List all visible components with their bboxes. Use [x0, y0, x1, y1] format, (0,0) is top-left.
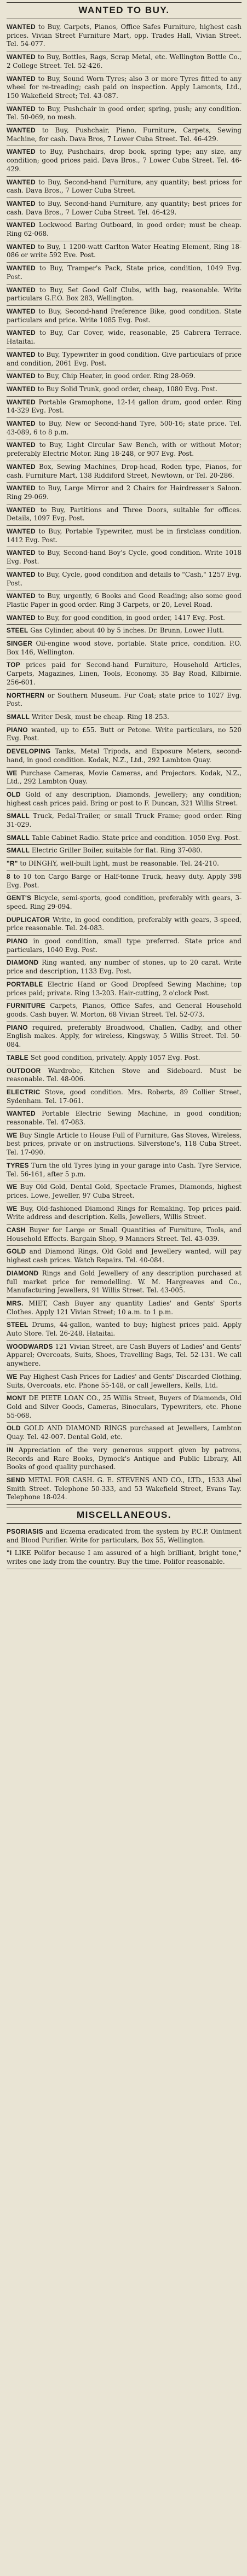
ad-lead-word: DEVELOPING: [7, 747, 51, 756]
ad-body-text: to Buy, 1 1200-watt Carlton Water Heating Element, Ring 18-086 or write 592 Eve. Post.: [7, 242, 242, 259]
ad-body-text: to Buy, Pushchair, Piano, Furniture, Carpets, Sewing Machine, for cash. Dava Bros, 7 Lower Cuba Street. Tel. 46-429.: [7, 126, 242, 143]
classified-ad: [7, 1393, 242, 1423]
classified-ad: [7, 1130, 242, 1160]
ad-lead-word: WANTED: [7, 527, 36, 536]
ad-lead-word: DUPLICATOR: [7, 915, 50, 924]
classified-ad: [7, 1065, 242, 1087]
ad-body-text: Appreciation of the very generous support given by patrons, Records and Rare Books, Dymock's Antique and Public Library, All Books of good quality purchased.: [7, 1446, 242, 1471]
ad-lead-word: OUTDOOR: [7, 1066, 41, 1075]
ad-body-text: to Buy, New or Second-hand Tyre, 500-16; state price. Tel. 43-089, 6 to 8 p.m.: [7, 420, 242, 436]
misc-ads-list: [7, 1526, 242, 1569]
ad-body-text: to Buy, Set Good Golf Clubs, with bag, reasonable. Write particulars G.F.O. Box 283, Wellington.: [7, 286, 242, 303]
classified-ad: [7, 892, 242, 914]
ad-lead-word: WANTED: [7, 441, 36, 449]
ad-body-text: to Buy, Car Cover, wide, reasonable, 25 Cabrera Terrace. Hataitai.: [7, 329, 242, 346]
ad-lead-word: WANTED: [7, 126, 36, 135]
classified-ad: [7, 1341, 242, 1371]
ad-body-text: Purchase Cameras, Movie Cameras, and Projectors. Kodak, N.Z., Ltd., 292 Lambton Quay.: [7, 769, 242, 786]
ad-body-text: Buy, Old-fashioned Diamond Rings for Remaking. Top prices paid. Write address and description. Kells, Jewellers, Willis Street.: [7, 1204, 242, 1221]
section-header-miscellaneous: MISCELLANEOUS.: [7, 1507, 242, 1524]
ad-body-text: Stove, good condition. Mrs. Roberts, 89 Collier Street, Sydenham. Tel. 17-061.: [7, 1088, 242, 1105]
ad-body-text: Lockwood Baring Outboard, in good order; must be cheap. Ring 62-068.: [7, 221, 242, 238]
classified-ad: [7, 1371, 242, 1393]
ad-lead-word: SMALL: [7, 846, 30, 855]
classified-ad: [7, 569, 242, 590]
wanted-to-buy-section: [7, 2, 242, 1505]
ad-lead-word: OLD: [7, 1424, 21, 1432]
classified-ad: [7, 125, 242, 146]
classified-ad: [7, 51, 242, 73]
ad-lead-word: WANTED: [7, 549, 36, 557]
classified-ad: [7, 327, 242, 349]
classified-ad: [7, 1268, 242, 1298]
ad-lead-word: WANTED: [7, 484, 36, 492]
classified-ad: [7, 936, 242, 957]
classified-ad: [7, 1181, 242, 1203]
ad-body-text: wanted, up to £55. Butt or Petone. Write particulars, no 520 Evg. Post.: [7, 726, 242, 742]
ad-lead-word: WANTED: [7, 264, 36, 272]
ad-lead-word: WE: [7, 1183, 18, 1191]
ad-lead-word: WANTED: [7, 286, 36, 294]
classified-ad: [7, 746, 242, 767]
wanted-ads-list: [7, 21, 242, 1505]
ad-lead-word: "I: [7, 1549, 12, 1557]
ad-lead-word: WANTED: [7, 53, 36, 61]
classified-ad: [7, 1444, 242, 1475]
classified-ad: [7, 285, 242, 306]
ad-body-text: to Buy, Bottles, Rags, Scrap Metal, etc. Wellington Bottle Co., 2 College Street. Tel. 52-426.: [7, 53, 242, 69]
ad-body-text: or Southern Museum. Fur Coat; state price to 1027 Evg. Post.: [7, 691, 242, 708]
ad-body-text: to Buy, Second-hand Preference Bike, good condition. State particulars and price. Write 1085 Evg. Post.: [7, 307, 242, 324]
ad-lead-word: SINGER: [7, 640, 33, 648]
ad-body-text: Tanks, Metal Tripods, and Exposure Meters, second-hand, in good condition. Kodak, N.Z., Ltd., 292 Lambton Quay.: [7, 747, 242, 764]
classified-ad: [7, 789, 242, 810]
classified-ad: [7, 349, 242, 370]
ad-lead-word: DIAMOND: [7, 959, 39, 967]
classified-ad: [7, 871, 242, 892]
ad-body-text: to Buy, Light Circular Saw Bench, with or without Motor; preferably Electric Motor. Ring 18-248, or 907 Evg. Post.: [7, 441, 242, 458]
ad-lead-word: WANTED: [7, 23, 36, 31]
classified-ad: [7, 1087, 242, 1108]
ad-body-text: to Buy, Second-hand Furniture, any quantity; best prices for cash. Dava Bros., 7 Lower Cuba Street. Tel. 46-429.: [7, 199, 242, 216]
ad-lead-word: PSORIASIS: [7, 1528, 43, 1536]
ad-body-text: Carpets, Pianos, Office Safes, and General Household goods. Cash buyer. W. Morton, 68 Vivian Street. Tel. 52-073.: [7, 1002, 242, 1018]
classified-ad: [7, 483, 242, 504]
ad-lead-word: TYRES: [7, 1161, 29, 1169]
ad-lead-word: MONT: [7, 1394, 26, 1402]
classified-ad: [7, 306, 242, 327]
ad-body-text: to Buy, Cycle, good condition and details to "Cash," 1257 Evg. Post.: [7, 570, 242, 587]
classified-ad: [7, 711, 242, 724]
ad-lead-word: WOODWARDS: [7, 1342, 53, 1350]
ad-lead-word: STEEL: [7, 626, 28, 635]
classified-ad: [7, 858, 242, 871]
ad-lead-word: WANTED: [7, 613, 36, 622]
ad-lead-word: WANTED: [7, 199, 36, 207]
ad-body-text: to Buy, Pushchairs, drop book, spring type; any size, any condition; good prices paid. Dava Bros., 7 Lower Cuba Street. Tel. 46-429.: [7, 148, 242, 173]
ad-body-text: to Buy, Tramper's Pack, State price, condition, 1049 Evg. Post.: [7, 264, 242, 281]
classified-ad: [7, 612, 242, 625]
classified-ad: [7, 370, 242, 384]
ad-body-text: Table Cabinet Radio. State price and condition. 1050 Evg. Post.: [31, 833, 240, 842]
classified-ad: [7, 724, 242, 746]
classified-ad: [7, 1475, 242, 1505]
classified-ad: [7, 690, 242, 711]
classified-ad: [7, 1246, 242, 1267]
ad-body-text: GOLD AND DIAMOND RINGS purchased at Jewellers, Lambton Quay. Tel. 42-007. Dental Gold, etc.: [7, 1424, 242, 1441]
classified-ad: [7, 1526, 242, 1547]
classified-ad: [7, 638, 242, 659]
ad-lead-word: SMALL: [7, 812, 30, 820]
classified-ad: [7, 547, 242, 568]
ad-body-text: Buyer for Large or Small Quantities of Furniture, Tools, and Household Effects. Bargain Shop, 9 Manners Street. Tel. 43-039.: [7, 1226, 242, 1243]
ad-body-text: to 10 ton Cargo Barge or Half-tonne Truck, heavy duty. Apply 398 Evg. Post.: [7, 872, 242, 889]
ad-lead-word: PIANO: [7, 1023, 28, 1031]
ad-lead-word: WANTED: [7, 350, 36, 358]
ad-body-text: 121 Vivian Street, are Cash Buyers of Ladies' and Gents' Apparel; Overcoats, Suits, Shoes, Travelling Bags, Tel. 52-131. We call anywhere.: [7, 1342, 242, 1368]
classified-ad: [7, 590, 242, 612]
ad-lead-word: TABLE: [7, 1053, 28, 1061]
ad-lead-word: IN: [7, 1446, 14, 1454]
classified-ad: [7, 418, 242, 439]
ad-body-text: to Buy, for good condition, in good order, 1417 Evg. Post.: [37, 613, 225, 622]
ad-lead-word: WANTED: [7, 570, 36, 578]
ad-body-text: Gas Cylinder, about 40 by 5 inches. Dr. Brunn, Lower Hutt.: [30, 626, 225, 635]
classified-ad: [7, 504, 242, 526]
ad-lead-word: WANTED: [7, 221, 36, 229]
classified-ad: [7, 103, 242, 125]
ad-lead-word: WANTED: [7, 1110, 36, 1118]
ad-body-text: Drums, 44-gallon, wanted to buy; highest prices paid. Apply Auto Store. Tel. 26-248. Hataitai.: [7, 1321, 242, 1338]
ad-lead-word: WANTED: [7, 398, 36, 406]
classified-ad: [7, 461, 242, 483]
ad-body-text: Gold of any description, Diamonds, Jewellery; any condition; highest cash prices paid. Bring or post to F. Duncan, 321 Willis Street.: [7, 790, 242, 807]
classified-ad: [7, 198, 242, 219]
classified-ad: [7, 526, 242, 547]
ad-lead-word: WE: [7, 1372, 18, 1380]
ad-body-text: to Buy, Partitions and Three Doors, suitable for offices. Details, 1097 Evg. Post.: [7, 506, 242, 523]
ad-lead-word: NORTHERN: [7, 691, 45, 699]
ad-body-text: Buy Single Article to House Full of Furniture, Gas Stoves, Wireless, best prices, private or on instructions. Silverstone's, 118 Cuba Street. Tel. 17-090.: [7, 1131, 242, 1157]
ad-body-text: Box, Sewing Machines, Drop-head, Roden type, Pianos, for cash. Furniture Mart, 138 Riddiford Street, Newtown, or Tel. 20-286.: [7, 462, 242, 479]
classified-ad: [7, 397, 242, 418]
classified-ad: [7, 1298, 242, 1319]
ad-lead-word: OLD: [7, 790, 21, 798]
ad-lead-word: WANTED: [7, 592, 36, 600]
ad-body-text: Electric Griller Boiler, suitable for flat. Ring 37-080.: [31, 846, 203, 855]
ad-lead-word: 8: [7, 872, 10, 880]
ad-lead-word: WANTED: [7, 372, 36, 380]
ad-body-text: DE PIETE LOAN CO., 25 Willis Street, Buyers of Diamonds, Old Gold and Silver Goods, Cameras, Binoculars, Typewriters, etc. Phone 55-068.: [7, 1394, 242, 1419]
ad-body-text: MIET, Cash Buyer any quantity Ladies' and Gents' Sports Clothes. Apply 121 Vivian Street; 10 a.m. to 1 p.m.: [7, 1299, 242, 1316]
ad-lead-word: WANTED: [7, 242, 36, 251]
miscellaneous-section: [7, 1507, 242, 1569]
ad-body-text: to Buy, Chip Heater, in good order. Ring 28-069.: [37, 372, 196, 380]
classified-ad: [7, 21, 242, 51]
ad-body-text: to Buy, Portable Typewriter, must be in firstclass condition. 1412 Evg. Post.: [7, 527, 242, 544]
ad-lead-word: GENT'S: [7, 894, 32, 902]
ad-lead-word: GOLD: [7, 1248, 26, 1256]
ad-lead-word: PORTABLE: [7, 980, 43, 988]
ad-lead-word: WANTED: [7, 462, 36, 471]
classified-ad: [7, 241, 242, 263]
ad-lead-word: WANTED: [7, 385, 36, 393]
ad-body-text: Write, in good condition, preferably with gears, 3-speed, price reasonable. Tel. 24-083.: [7, 915, 242, 932]
section-header-wanted: WANTED TO BUY.: [7, 2, 242, 19]
ad-lead-word: WE: [7, 1204, 18, 1212]
classified-ad: [7, 1319, 242, 1341]
ad-body-text: Portable Gramophone, 12-14 gallon drum, good order. Ring 14-329 Evg. Post.: [7, 398, 242, 415]
ad-body-text: METAL FOR CASH. G. E. STEVENS AND CO., LTD., 1533 Abel Smith Street. Telephone 50-333, and 53 Wakefield Street, Evans Tay. Telephone 18-024.: [7, 1476, 242, 1501]
classified-ad: [7, 1108, 242, 1129]
ad-body-text: to Buy, Second-hand Boy's Cycle, good condition. Write 1018 Evg. Post.: [7, 549, 242, 566]
ad-body-text: and Eczema eradicated from the system by P.C.P. Ointment and Blood Purifier. Write for particulars, Box 55, Wellington.: [7, 1528, 242, 1544]
ad-lead-word: WANTED: [7, 148, 36, 156]
ad-body-text: in good condition, small type preferred. State price and particulars, 1040 Evg. Post.: [7, 937, 242, 954]
ad-body-text: required, preferably Broadwood, Challen, Cadby, and other English makes. Apply, for wireless, Kingsway, 5 Willis Street. Tel. 50-084.: [7, 1023, 242, 1049]
classified-ad: [7, 384, 242, 397]
ad-lead-word: WANTED: [7, 178, 36, 186]
ad-lead-word: PIANO: [7, 726, 28, 734]
ad-lead-word: DIAMOND: [7, 1269, 39, 1277]
ad-lead-word: MRS.: [7, 1299, 24, 1307]
ad-body-text: Set good condition, privately. Apply 1057 Evg. Post.: [30, 1053, 200, 1061]
classified-ad: [7, 263, 242, 284]
ad-body-text: to Buy, Typewriter in good condition. Give particulars of price and condition, 2061 Evg. Post.: [7, 350, 242, 367]
ad-lead-word: TOP: [7, 661, 20, 669]
classified-ad: [7, 219, 242, 241]
ad-body-text: and Diamond Rings, Old Gold and Jewellery wanted, will pay highest cash prices. Watch Repairs. Tel. 40-084.: [7, 1248, 242, 1264]
classified-ad: [7, 768, 242, 789]
ad-lead-word: WANTED: [7, 105, 36, 113]
ad-body-text: Ring wanted, any number of stones, up to 20 carat. Write price and description, 1133 Evg. Post.: [7, 959, 242, 976]
ad-lead-word: STEEL: [7, 1321, 28, 1329]
ad-body-text: prices paid for Second-hand Furniture, Household Articles, Carpets, Magazines, Linen, Tools, Economy. 35 Bay Road, Kilbirnie. 256-601.: [7, 661, 242, 686]
ad-body-text: Turn the old Tyres lying in your garage into Cash. Tyre Service, Tel. 56-161, after 5 p.m.: [7, 1161, 242, 1178]
ad-body-text: Wardrobe, Kitchen Stove and Sideboard. Must be reasonable. Tel. 48-006.: [7, 1066, 242, 1083]
classified-ad: [7, 979, 242, 1000]
classified-ad: [7, 1160, 242, 1181]
classified-ad: [7, 1000, 242, 1022]
ad-body-text: LIKE Polifor because I am assured of a high brilliant, bright tone," writes one lady from the country. Buy the time. Polifor reasonable.: [7, 1549, 242, 1566]
ad-body-text: to Buy, Carpets, Pianos, Office Safes Furniture, highest cash prices. Vivian Street Furniture Mart, opp. Trades Hall, Vivian Street. Tel. 54-077.: [7, 23, 242, 48]
ad-lead-word: SMALL: [7, 713, 30, 721]
ad-lead-word: WANTED: [7, 420, 36, 428]
classified-ad: [7, 1423, 242, 1444]
ad-body-text: Portable Electric Sewing Machine, in good condition; reasonable. Tel. 47-083.: [7, 1110, 242, 1127]
ad-body-text: to DINGHY, well-built light, must be reasonable. Tel. 24-210.: [20, 860, 219, 868]
ad-lead-word: "R": [7, 860, 18, 868]
ad-body-text: Electric Hand or Good Dropfeed Sewing Machine; top prices paid; private. Ring 13-203. Hair-cutting, 2 o'clock Post.: [7, 980, 242, 997]
ad-lead-word: WANTED: [7, 74, 36, 83]
ad-lead-word: ELECTRIC: [7, 1088, 41, 1096]
classified-ad: [7, 845, 242, 858]
classified-ad: [7, 146, 242, 176]
classified-ad: [7, 1547, 242, 1569]
ad-body-text: to Buy, urgently, 6 Books and Good Reading; also some good Plastic Paper in good order. Ring 3 Carpets, or 20, Level Road.: [7, 592, 242, 608]
ad-lead-word: FURNITURE: [7, 1002, 45, 1010]
ad-body-text: to Buy, Second-hand Furniture, any quantity; best prices for cash. Dava Bros., 7 Lower Cuba Street.: [7, 178, 242, 195]
classified-ad: [7, 625, 242, 638]
ad-body-text: Rings and Gold Jewellery of any description purchased at full market price for remodelling. W. M. Hargreaves and Co., Manufacturing Jewellers, 91 Willis Street. Tel. 43-005.: [7, 1269, 242, 1295]
ad-lead-word: WANTED: [7, 506, 36, 514]
ad-body-text: Writer Desk, must be cheap. Ring 18-253.: [31, 713, 169, 721]
classified-ad: [7, 1022, 242, 1052]
ad-body-text: to Buy, Pushchair in good order, spring, push; any condition. Tel. 50-069, no mesh.: [7, 105, 242, 121]
ad-body-text: to Buy Solid Trunk, good order, cheap, 1080 Evg. Post.: [37, 385, 217, 393]
ad-lead-word: WANTED: [7, 307, 36, 315]
classified-ad: [7, 177, 242, 198]
classified-ad: [7, 73, 242, 103]
ad-lead-word: CASH: [7, 1226, 26, 1234]
ad-body-text: Bicycle, semi-sports, good condition, preferably with gears, 3-speed. Ring 29-094.: [7, 894, 242, 910]
ad-lead-word: WANTED: [7, 329, 36, 337]
classified-ad: [7, 832, 242, 845]
classified-ad: [7, 957, 242, 978]
classified-ad: [7, 439, 242, 461]
ad-body-text: Oil-engine wood stove, portable. State price, condition. P.O. Box 146, Wellington.: [7, 640, 242, 656]
classified-ad: [7, 659, 242, 689]
ad-lead-word: PIANO: [7, 937, 28, 945]
classified-ad: [7, 1052, 242, 1065]
ad-body-text: to Buy, Sound Worn Tyres; also 3 or more Tyres fitted to any wheel for re-treading; cash paid on inspection. Apply Lamonts, Ltd., 150 Wakefield Street; Tel. 43-087.: [7, 74, 242, 100]
ad-body-text: Buy Old Gold, Dental Gold, Spectacle Frames, Diamonds, highest prices. Lowe, Jeweller, 97 Cuba Street.: [7, 1183, 242, 1199]
ad-lead-word: WE: [7, 769, 18, 777]
classified-ad: [7, 810, 242, 832]
classified-ad: [7, 1225, 242, 1246]
ad-lead-word: WE: [7, 1131, 18, 1139]
ad-lead-word: SMALL: [7, 833, 30, 842]
ad-body-text: Pay Highest Cash Prices for Ladies' and Gents' Discarded Clothing, Suits, Overcoats, etc. Phone 55-148, or call Jewellers, Kells, Ltd.: [7, 1372, 242, 1389]
ad-body-text: to Buy, Large Mirror and 2 Chairs for Hairdresser's Saloon. Ring 29-069.: [7, 484, 242, 501]
classified-ad: [7, 1203, 242, 1225]
ad-body-text: Truck, Pedal-Trailer, or small Truck Frame; good order. Ring 31-029.: [7, 812, 242, 829]
ad-lead-word: SEND: [7, 1476, 25, 1484]
classified-ad: [7, 914, 242, 936]
